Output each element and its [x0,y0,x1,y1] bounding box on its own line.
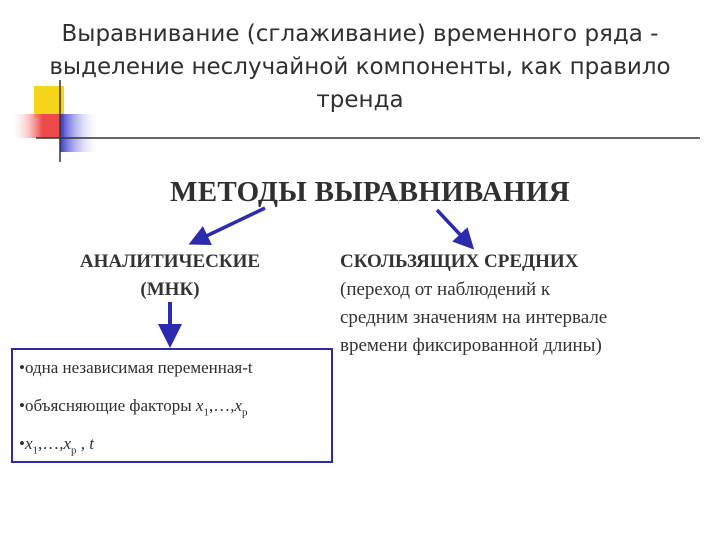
decorative-squares [0,80,720,170]
subscript-1: 1 [32,444,38,457]
deco-red-bar [10,114,64,138]
subscript-p: p [71,444,77,457]
moving-average-desc-1: (переход от наблюдений к [340,279,551,300]
var-x: x [234,396,243,415]
bullet-text-2: объясняющие факторы [24,396,196,415]
bullet-item: •объясняющие факторы $x_1,\dots,x_p$ [19,396,248,419]
subscript-1: 1 [203,406,209,419]
arrow-to-analytic [198,208,265,240]
ellipsis: ,…, [38,434,64,453]
analytic-details-box [11,348,333,463]
analytic-label: АНАЛИТИЧЕСКИЕ [79,251,261,272]
moving-average-desc-2: средним значениям на интервале [340,307,608,328]
title-line-3: тренда [316,87,404,113]
moving-average-method [340,248,710,360]
title-line-2: выделение неслучайной компоненты, как правило [49,54,671,80]
subscript-p: p [242,406,248,419]
methods-heading: МЕТОДЫ ВЫРАВНИВАНИЯ [170,176,570,208]
bullet-text-1: одна независимая переменная-t [24,358,253,377]
moving-average-desc-3: времени фиксированной длины) [340,335,602,356]
moving-average-label: СКОЛЬЗЯЩИХ СРЕДНИХ [340,251,579,272]
analytic-method [50,248,290,304]
var-x: x [63,434,72,453]
var-t: , t [76,434,95,453]
deco-blue-bar [60,114,100,152]
bullet-item: $•x_1,\dots,x_p$ , t [19,434,95,457]
arrow-to-moving [437,210,467,242]
bullet-item: •одна независимая переменная-t [19,358,253,377]
var-x: x [195,396,204,415]
var-x: x [24,434,33,453]
analytic-sub: (МНК) [140,279,200,300]
title-line-1: Выравнивание (сглаживание) временного ряда - [61,21,659,47]
ellipsis: ,…, [208,396,235,415]
